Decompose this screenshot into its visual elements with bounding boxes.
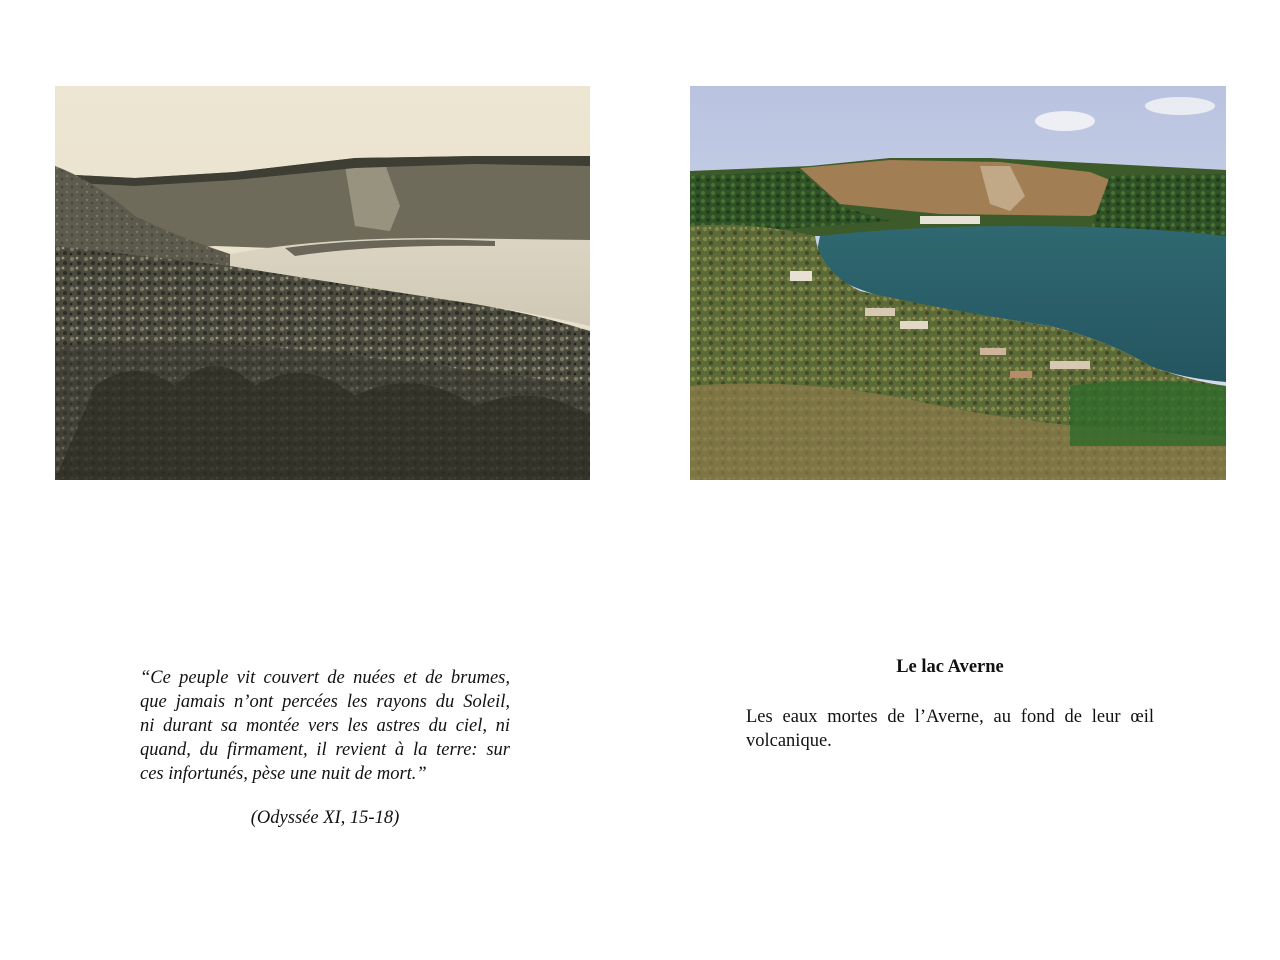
odyssey-quote bbox=[140, 666, 510, 786]
caption-body bbox=[746, 705, 1154, 753]
caption-line: Les eaux mortes de l’Averne, au fond de leur œil bbox=[746, 707, 1154, 727]
quote-line: que jamais n’ont percées les rayons du Soleil, bbox=[140, 692, 510, 712]
caption-line: volcanique. bbox=[746, 731, 832, 751]
quote-line: quand, du firmament, il revient à la terre: sur bbox=[140, 740, 510, 760]
quote-line: “Ce peuple vit couvert de nuées et de brumes, bbox=[140, 668, 510, 688]
quote-line: ces infortunés, pèse une nuit de mort.” bbox=[140, 764, 427, 784]
caption-title: Le lac Averne bbox=[896, 657, 1004, 677]
quote-citation: (Odyssée XI, 15-18) bbox=[250, 808, 400, 828]
lake-averno-color-photo bbox=[690, 86, 1226, 480]
sepia-lake-photo bbox=[55, 86, 590, 480]
quote-line: ni durant sa montée vers les astres du ciel, ni bbox=[140, 716, 510, 736]
